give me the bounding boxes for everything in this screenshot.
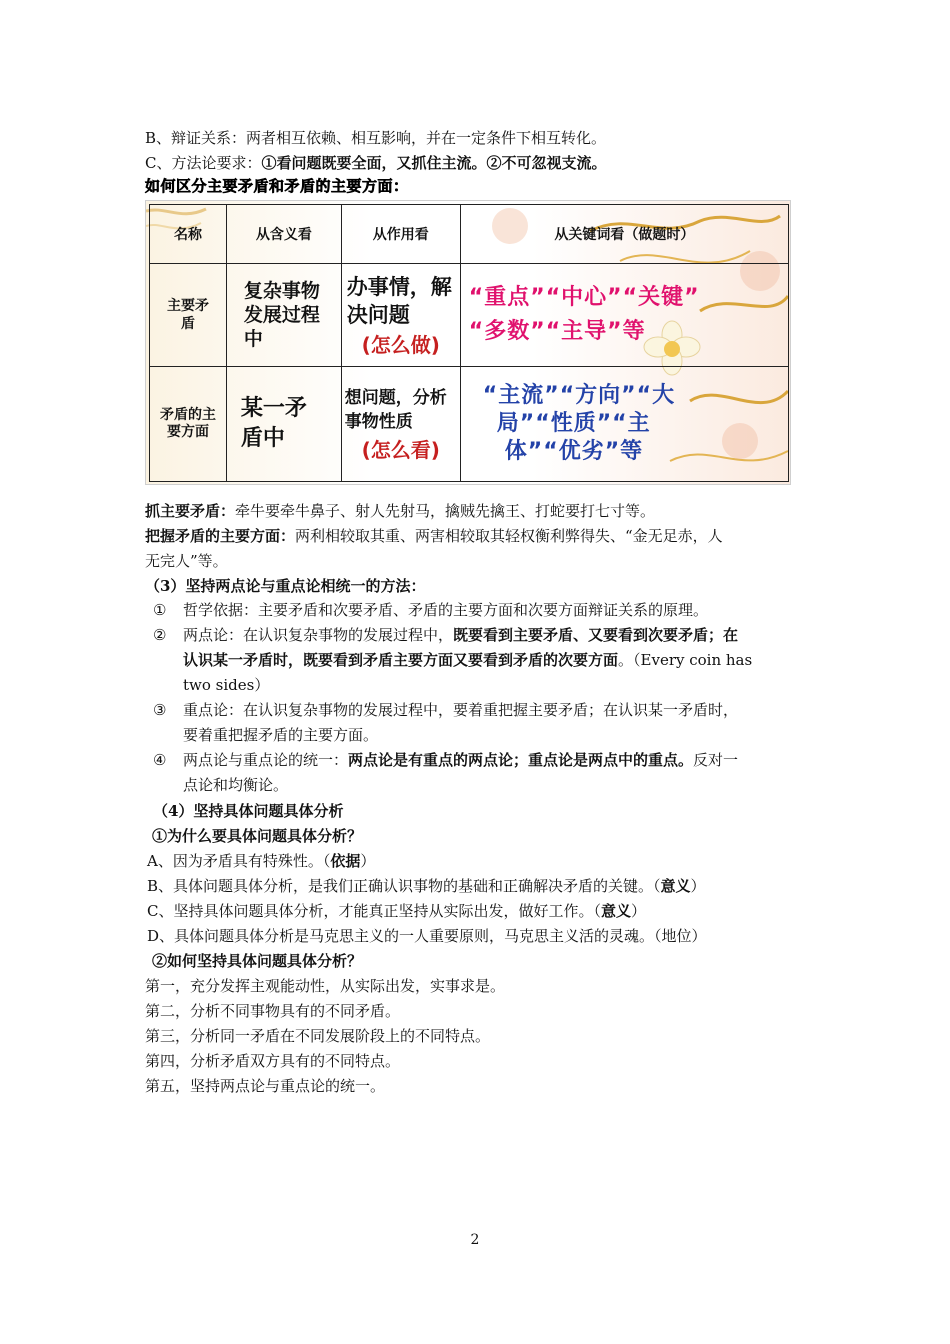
row2-name: 矛盾的主要方面 xyxy=(150,367,227,482)
step-item: 第一，充分发挥主观能动性，从实际出发，实事求是。 xyxy=(145,977,506,995)
list-item: 重点论：在认识复杂事物的发展过程中，要着重把握主要矛盾；在认识某一矛盾时， 要着重把握矛盾的主要方面。 xyxy=(183,701,739,744)
item-number: ④ xyxy=(153,751,167,769)
section-4-title: （4）坚持具体问题具体分析 xyxy=(153,802,344,820)
answer-c: C、坚持具体问题具体分析，才能真正坚持从实际出发，做好工作。（意义） xyxy=(147,902,647,920)
list-item: 两点论：在认识复杂事物的发展过程中，既要看到主要矛盾、又要看到次要矛盾；在 认识某一矛盾时，既要看到矛盾主要方面又要看到矛盾的次要方面。（Every coin has two sides） xyxy=(183,626,753,694)
page-number: 2 xyxy=(470,1232,480,1248)
list-item: 两点论与重点论的统一：两点论是有重点的两点论；重点论是两点中的重点。反对一 点论和均衡论。 xyxy=(183,751,739,794)
grasp-main-aspect-cont: 无完人”等。 xyxy=(145,552,228,570)
row1-keywords: “重点”“中心”“关键” “多数”“主导”等 xyxy=(460,264,788,367)
item-number: ② xyxy=(153,626,167,644)
step-item: 第三，分析同一矛盾在不同发展阶段上的不同特点。 xyxy=(145,1027,491,1045)
grasp-main-aspect: 把握矛盾的主要方面：两利相较取其重、两害相较取其轻权衡利弊得失、“金无足赤，人 xyxy=(145,527,723,545)
table-header-row xyxy=(150,205,789,264)
header-role: 从作用看 xyxy=(341,205,460,264)
dialectical-relation-line: B、辩证关系：两者相互依赖、相互影响，并在一定条件下相互转化。 xyxy=(145,129,607,147)
step-item: 第五，坚持两点论与重点论的统一。 xyxy=(145,1077,386,1095)
grasp-main-contradiction: 抓主要矛盾：牵牛要牵牛鼻子、射人先射马，擒贼先擒王、打蛇要打七寸等。 xyxy=(145,502,656,520)
row2-meaning: 某一矛盾中 xyxy=(226,367,341,482)
item-number: ③ xyxy=(153,701,167,719)
row1-role: 办事情，解决问题 (怎么做) xyxy=(341,264,460,367)
methodology-line xyxy=(145,153,607,173)
step-item: 第二，分析不同事物具有的不同矛盾。 xyxy=(145,1002,401,1020)
row2-keywords: “主流”“方向”“大 局”“性质”“主 体”“优劣”等 xyxy=(460,367,788,482)
methodology-prefix: C、方法论要求： xyxy=(145,154,262,172)
list-item: 哲学依据：主要矛盾和次要矛盾、矛盾的主要方面和次要方面辩证关系的原理。 xyxy=(183,601,709,619)
header-meaning: 从含义看 xyxy=(226,205,341,264)
row1-meaning: 复杂事物发展过程中 xyxy=(226,264,341,367)
header-name: 名称 xyxy=(150,205,227,264)
table-row xyxy=(150,367,789,482)
question-2: ②如何坚持具体问题具体分析？ xyxy=(152,952,363,970)
header-keywords: 从关键词看（做题时） xyxy=(460,205,788,264)
question-1: ①为什么要具体问题具体分析？ xyxy=(152,827,363,845)
distinguish-heading: 如何区分主要矛盾和矛盾的主要方面： xyxy=(145,177,409,195)
section-3-title: （3）坚持两点论与重点论相统一的方法： xyxy=(145,577,426,595)
answer-b: B、具体问题具体分析，是我们正确认识事物的基础和正确解决矛盾的关键。（意义） xyxy=(147,877,706,895)
methodology-requirement: ①看问题既要全面，又抓住主流。②不可忽视支流。 xyxy=(261,154,607,172)
row1-name: 主要矛盾 xyxy=(150,264,227,367)
contradiction-comparison-table xyxy=(149,204,789,482)
answer-d: D、具体问题具体分析是马克思主义的一人重要原则，马克思主义活的灵魂。（地位） xyxy=(147,927,707,945)
answer-a: A、因为矛盾具有特殊性。（依据） xyxy=(147,852,376,870)
step-item: 第四，分析矛盾双方具有的不同特点。 xyxy=(145,1052,401,1070)
table-row xyxy=(150,264,789,367)
item-number: ① xyxy=(153,601,167,619)
comparison-table-image xyxy=(145,200,791,485)
row2-role: 想问题，分析事物性质 (怎么看) xyxy=(341,367,460,482)
